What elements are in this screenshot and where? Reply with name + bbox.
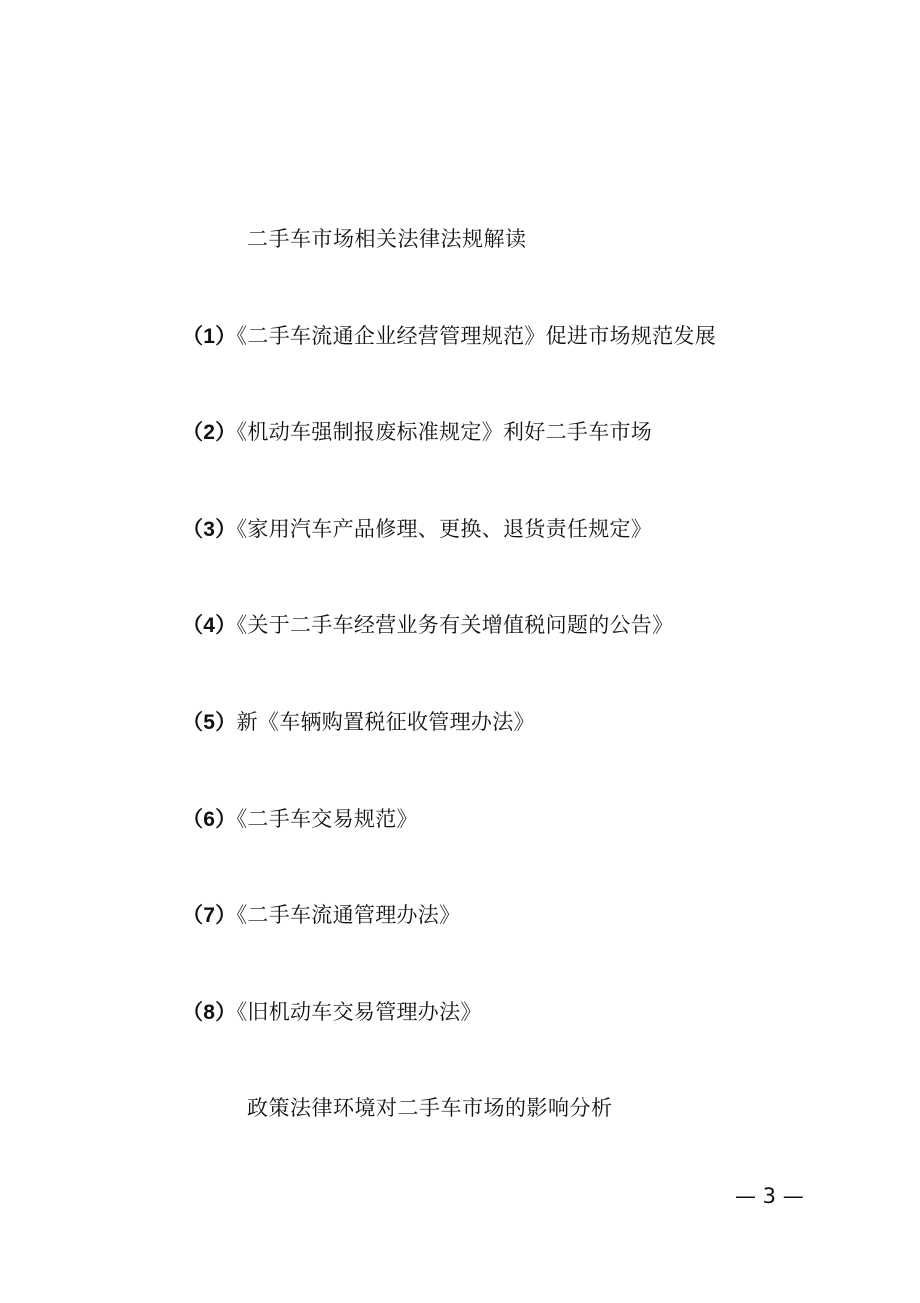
list-item-number: （1） — [182, 325, 237, 348]
list-item — [182, 899, 460, 929]
list-item-number: （6） — [182, 808, 237, 831]
list-item-number: （3） — [182, 518, 237, 541]
list-item-text: 《二手车交易规范》 — [236, 807, 418, 831]
list-item-text: 《旧机动车交易管理办法》 — [236, 1000, 482, 1024]
list-item-text: 新《车辆购置税征收管理办法》 — [236, 710, 535, 734]
list-item-number: （8） — [182, 1001, 237, 1024]
page-number: — 3 — — [735, 1184, 804, 1208]
list-item — [182, 996, 482, 1026]
list-item-number: （7） — [182, 904, 237, 927]
list-item — [182, 320, 716, 350]
section-title-impact-analysis: 政策法律环境对二手车市场的影响分析 — [247, 1096, 613, 1120]
list-item — [182, 609, 673, 639]
list-item-number: （2） — [182, 421, 237, 444]
list-item — [182, 803, 418, 833]
list-item — [182, 513, 652, 543]
section-title-regulations: 二手车市场相关法律法规解读 — [247, 227, 527, 251]
list-item-text: 《机动车强制报废标准规定》利好二手车市场 — [236, 420, 653, 444]
list-item-number: （5） — [182, 711, 237, 734]
list-item-text: 《家用汽车产品修理、更换、退货责任规定》 — [236, 517, 653, 541]
list-item-text: 《关于二手车经营业务有关增值税问题的公告》 — [236, 613, 674, 637]
list-item — [182, 706, 535, 736]
list-item-number: （4） — [182, 614, 237, 637]
list-item-text: 《二手车流通企业经营管理规范》促进市场规范发展 — [236, 324, 716, 348]
list-item — [182, 416, 652, 446]
list-item-text: 《二手车流通管理办法》 — [236, 903, 461, 927]
